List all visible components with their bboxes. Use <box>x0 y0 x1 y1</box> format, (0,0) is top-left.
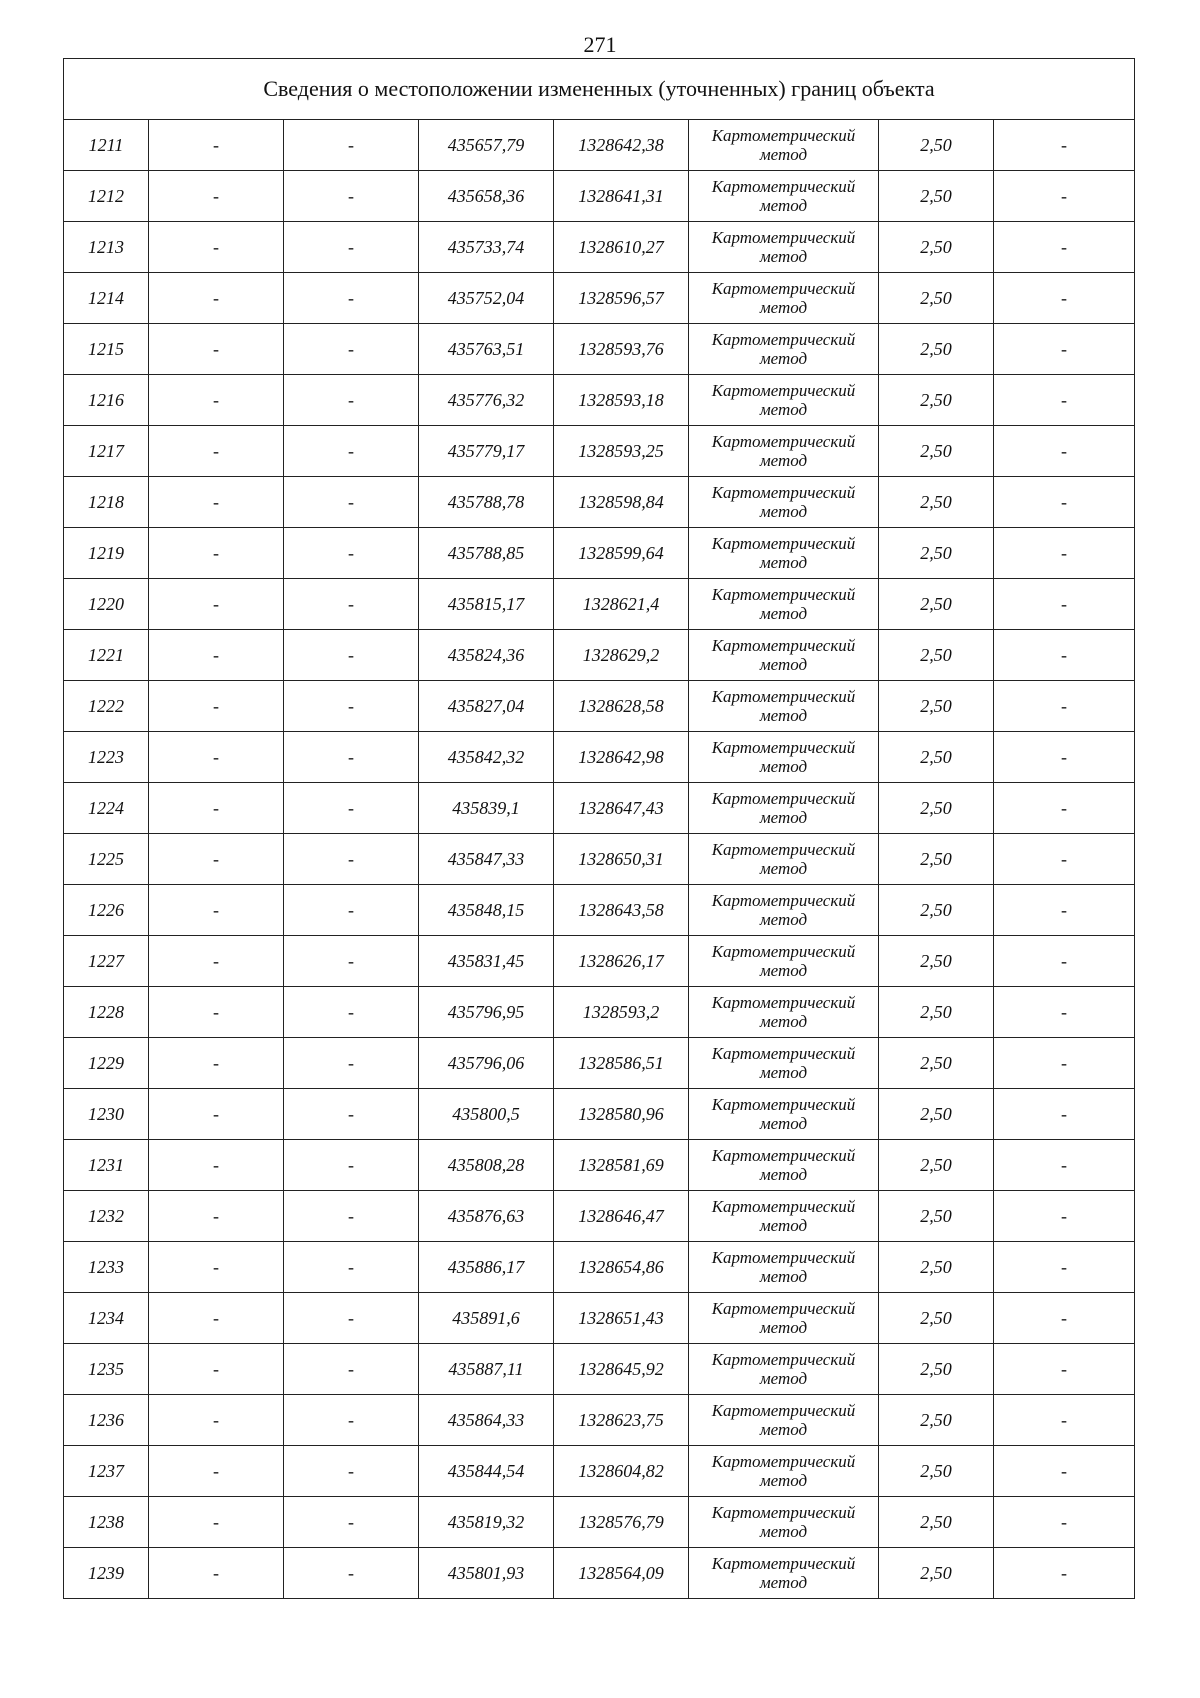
empty-cell: - <box>149 1140 284 1191</box>
point-number-cell: 1216 <box>64 375 149 426</box>
table-row <box>64 681 1135 732</box>
accuracy-cell: 2,50 <box>879 630 994 681</box>
method-cell: Картометрический метод <box>689 1344 879 1395</box>
empty-cell: - <box>994 783 1135 834</box>
table-row <box>64 885 1135 936</box>
x-coordinate-cell: 435796,95 <box>419 987 554 1038</box>
table-row <box>64 375 1135 426</box>
empty-cell: - <box>994 1446 1135 1497</box>
table-row <box>64 732 1135 783</box>
table-row <box>64 1497 1135 1548</box>
accuracy-cell: 2,50 <box>879 324 994 375</box>
y-coordinate-cell: 1328641,31 <box>554 171 689 222</box>
empty-cell: - <box>994 1548 1135 1599</box>
empty-cell: - <box>994 1395 1135 1446</box>
empty-cell: - <box>284 222 419 273</box>
empty-cell: - <box>149 477 284 528</box>
x-coordinate-cell: 435752,04 <box>419 273 554 324</box>
accuracy-cell: 2,50 <box>879 1089 994 1140</box>
table-row <box>64 936 1135 987</box>
x-coordinate-cell: 435658,36 <box>419 171 554 222</box>
accuracy-cell: 2,50 <box>879 273 994 324</box>
empty-cell: - <box>994 1191 1135 1242</box>
empty-cell: - <box>284 630 419 681</box>
x-coordinate-cell: 435788,78 <box>419 477 554 528</box>
empty-cell: - <box>284 273 419 324</box>
point-number-cell: 1217 <box>64 426 149 477</box>
point-number-cell: 1232 <box>64 1191 149 1242</box>
accuracy-cell: 2,50 <box>879 783 994 834</box>
method-cell: Картометрический метод <box>689 1446 879 1497</box>
y-coordinate-cell: 1328564,09 <box>554 1548 689 1599</box>
x-coordinate-cell: 435864,33 <box>419 1395 554 1446</box>
empty-cell: - <box>284 1446 419 1497</box>
x-coordinate-cell: 435824,36 <box>419 630 554 681</box>
method-cell: Картометрический метод <box>689 1089 879 1140</box>
point-number-cell: 1220 <box>64 579 149 630</box>
empty-cell: - <box>994 120 1135 171</box>
method-cell: Картометрический метод <box>689 1038 879 1089</box>
point-number-cell: 1211 <box>64 120 149 171</box>
y-coordinate-cell: 1328651,43 <box>554 1293 689 1344</box>
y-coordinate-cell: 1328626,17 <box>554 936 689 987</box>
empty-cell: - <box>149 630 284 681</box>
point-number-cell: 1235 <box>64 1344 149 1395</box>
accuracy-cell: 2,50 <box>879 171 994 222</box>
method-cell: Картометрический метод <box>689 273 879 324</box>
table-row <box>64 987 1135 1038</box>
empty-cell: - <box>994 273 1135 324</box>
empty-cell: - <box>149 987 284 1038</box>
method-cell: Картометрический метод <box>689 885 879 936</box>
table-row <box>64 1242 1135 1293</box>
method-cell: Картометрический метод <box>689 1191 879 1242</box>
y-coordinate-cell: 1328645,92 <box>554 1344 689 1395</box>
accuracy-cell: 2,50 <box>879 1140 994 1191</box>
table-row <box>64 834 1135 885</box>
empty-cell: - <box>149 1395 284 1446</box>
empty-cell: - <box>149 1293 284 1344</box>
table-row <box>64 528 1135 579</box>
empty-cell: - <box>284 477 419 528</box>
empty-cell: - <box>284 579 419 630</box>
method-cell: Картометрический метод <box>689 783 879 834</box>
y-coordinate-cell: 1328596,57 <box>554 273 689 324</box>
empty-cell: - <box>149 1242 284 1293</box>
x-coordinate-cell: 435808,28 <box>419 1140 554 1191</box>
y-coordinate-cell: 1328642,98 <box>554 732 689 783</box>
empty-cell: - <box>149 732 284 783</box>
y-coordinate-cell: 1328610,27 <box>554 222 689 273</box>
point-number-cell: 1236 <box>64 1395 149 1446</box>
empty-cell: - <box>284 120 419 171</box>
empty-cell: - <box>284 1344 419 1395</box>
empty-cell: - <box>994 987 1135 1038</box>
accuracy-cell: 2,50 <box>879 1395 994 1446</box>
empty-cell: - <box>284 732 419 783</box>
y-coordinate-cell: 1328642,38 <box>554 120 689 171</box>
point-number-cell: 1218 <box>64 477 149 528</box>
point-number-cell: 1234 <box>64 1293 149 1344</box>
y-coordinate-cell: 1328621,4 <box>554 579 689 630</box>
accuracy-cell: 2,50 <box>879 1242 994 1293</box>
x-coordinate-cell: 435876,63 <box>419 1191 554 1242</box>
point-number-cell: 1212 <box>64 171 149 222</box>
point-number-cell: 1237 <box>64 1446 149 1497</box>
table-row <box>64 1446 1135 1497</box>
point-number-cell: 1214 <box>64 273 149 324</box>
y-coordinate-cell: 1328598,84 <box>554 477 689 528</box>
x-coordinate-cell: 435891,6 <box>419 1293 554 1344</box>
y-coordinate-cell: 1328654,86 <box>554 1242 689 1293</box>
empty-cell: - <box>284 1548 419 1599</box>
table-row <box>64 630 1135 681</box>
empty-cell: - <box>149 426 284 477</box>
empty-cell: - <box>149 1497 284 1548</box>
point-number-cell: 1230 <box>64 1089 149 1140</box>
empty-cell: - <box>994 1089 1135 1140</box>
table-row <box>64 222 1135 273</box>
empty-cell: - <box>149 273 284 324</box>
empty-cell: - <box>284 375 419 426</box>
method-cell: Картометрический метод <box>689 477 879 528</box>
x-coordinate-cell: 435827,04 <box>419 681 554 732</box>
empty-cell: - <box>149 1344 284 1395</box>
empty-cell: - <box>149 1446 284 1497</box>
empty-cell: - <box>284 1191 419 1242</box>
x-coordinate-cell: 435842,32 <box>419 732 554 783</box>
page-number: 271 <box>583 32 617 57</box>
empty-cell: - <box>284 1140 419 1191</box>
x-coordinate-cell: 435733,74 <box>419 222 554 273</box>
x-coordinate-cell: 435839,1 <box>419 783 554 834</box>
empty-cell: - <box>994 426 1135 477</box>
point-number-cell: 1227 <box>64 936 149 987</box>
empty-cell: - <box>994 936 1135 987</box>
method-cell: Картометрический метод <box>689 681 879 732</box>
point-number-cell: 1223 <box>64 732 149 783</box>
point-number-cell: 1238 <box>64 1497 149 1548</box>
empty-cell: - <box>994 1344 1135 1395</box>
empty-cell: - <box>994 1293 1135 1344</box>
table-title: Сведения о местоположении измененных (уточненных) границ объекта <box>64 59 1135 120</box>
y-coordinate-cell: 1328576,79 <box>554 1497 689 1548</box>
table-row <box>64 1140 1135 1191</box>
table-row <box>64 426 1135 477</box>
empty-cell: - <box>994 732 1135 783</box>
method-cell: Картометрический метод <box>689 375 879 426</box>
empty-cell: - <box>284 1242 419 1293</box>
y-coordinate-cell: 1328643,58 <box>554 885 689 936</box>
method-cell: Картометрический метод <box>689 987 879 1038</box>
x-coordinate-cell: 435801,93 <box>419 1548 554 1599</box>
x-coordinate-cell: 435657,79 <box>419 120 554 171</box>
method-cell: Картометрический метод <box>689 732 879 783</box>
empty-cell: - <box>994 1497 1135 1548</box>
method-cell: Картометрический метод <box>689 579 879 630</box>
accuracy-cell: 2,50 <box>879 1293 994 1344</box>
x-coordinate-cell: 435886,17 <box>419 1242 554 1293</box>
accuracy-cell: 2,50 <box>879 426 994 477</box>
y-coordinate-cell: 1328604,82 <box>554 1446 689 1497</box>
accuracy-cell: 2,50 <box>879 477 994 528</box>
table-row <box>64 477 1135 528</box>
empty-cell: - <box>994 1140 1135 1191</box>
empty-cell: - <box>149 324 284 375</box>
empty-cell: - <box>994 171 1135 222</box>
empty-cell: - <box>149 681 284 732</box>
empty-cell: - <box>284 426 419 477</box>
method-cell: Картометрический метод <box>689 426 879 477</box>
table-row <box>64 120 1135 171</box>
table-row <box>64 324 1135 375</box>
table-row <box>64 1344 1135 1395</box>
x-coordinate-cell: 435848,15 <box>419 885 554 936</box>
accuracy-cell: 2,50 <box>879 987 994 1038</box>
point-number-cell: 1229 <box>64 1038 149 1089</box>
accuracy-cell: 2,50 <box>879 1548 994 1599</box>
method-cell: Картометрический метод <box>689 171 879 222</box>
empty-cell: - <box>149 579 284 630</box>
point-number-cell: 1221 <box>64 630 149 681</box>
method-cell: Картометрический метод <box>689 1395 879 1446</box>
x-coordinate-cell: 435776,32 <box>419 375 554 426</box>
empty-cell: - <box>284 528 419 579</box>
method-cell: Картометрический метод <box>689 1293 879 1344</box>
boundary-coordinates-table <box>63 58 1135 1599</box>
table-row <box>64 1548 1135 1599</box>
x-coordinate-cell: 435796,06 <box>419 1038 554 1089</box>
empty-cell: - <box>149 171 284 222</box>
y-coordinate-cell: 1328581,69 <box>554 1140 689 1191</box>
empty-cell: - <box>284 987 419 1038</box>
empty-cell: - <box>284 783 419 834</box>
empty-cell: - <box>994 1038 1135 1089</box>
table-row <box>64 1395 1135 1446</box>
method-cell: Картометрический метод <box>689 120 879 171</box>
method-cell: Картометрический метод <box>689 1140 879 1191</box>
accuracy-cell: 2,50 <box>879 834 994 885</box>
empty-cell: - <box>149 528 284 579</box>
table-row <box>64 1293 1135 1344</box>
point-number-cell: 1225 <box>64 834 149 885</box>
x-coordinate-cell: 435844,54 <box>419 1446 554 1497</box>
empty-cell: - <box>994 324 1135 375</box>
empty-cell: - <box>149 834 284 885</box>
point-number-cell: 1233 <box>64 1242 149 1293</box>
empty-cell: - <box>284 1497 419 1548</box>
method-cell: Картометрический метод <box>689 834 879 885</box>
accuracy-cell: 2,50 <box>879 375 994 426</box>
empty-cell: - <box>149 1089 284 1140</box>
accuracy-cell: 2,50 <box>879 120 994 171</box>
accuracy-cell: 2,50 <box>879 1038 994 1089</box>
accuracy-cell: 2,50 <box>879 885 994 936</box>
accuracy-cell: 2,50 <box>879 1497 994 1548</box>
empty-cell: - <box>284 1089 419 1140</box>
table-row <box>64 171 1135 222</box>
empty-cell: - <box>284 834 419 885</box>
table-title-row <box>64 59 1135 120</box>
accuracy-cell: 2,50 <box>879 1446 994 1497</box>
x-coordinate-cell: 435763,51 <box>419 324 554 375</box>
point-number-cell: 1226 <box>64 885 149 936</box>
y-coordinate-cell: 1328580,96 <box>554 1089 689 1140</box>
empty-cell: - <box>994 528 1135 579</box>
method-cell: Картометрический метод <box>689 630 879 681</box>
y-coordinate-cell: 1328586,51 <box>554 1038 689 1089</box>
point-number-cell: 1222 <box>64 681 149 732</box>
accuracy-cell: 2,50 <box>879 1344 994 1395</box>
point-number-cell: 1228 <box>64 987 149 1038</box>
accuracy-cell: 2,50 <box>879 1191 994 1242</box>
empty-cell: - <box>994 681 1135 732</box>
empty-cell: - <box>149 885 284 936</box>
empty-cell: - <box>284 936 419 987</box>
empty-cell: - <box>149 222 284 273</box>
x-coordinate-cell: 435819,32 <box>419 1497 554 1548</box>
empty-cell: - <box>284 324 419 375</box>
y-coordinate-cell: 1328628,58 <box>554 681 689 732</box>
accuracy-cell: 2,50 <box>879 732 994 783</box>
table-row <box>64 783 1135 834</box>
y-coordinate-cell: 1328623,75 <box>554 1395 689 1446</box>
point-number-cell: 1213 <box>64 222 149 273</box>
table-row <box>64 579 1135 630</box>
empty-cell: - <box>284 681 419 732</box>
empty-cell: - <box>994 375 1135 426</box>
empty-cell: - <box>994 1242 1135 1293</box>
empty-cell: - <box>149 120 284 171</box>
table-row <box>64 273 1135 324</box>
x-coordinate-cell: 435815,17 <box>419 579 554 630</box>
empty-cell: - <box>149 375 284 426</box>
empty-cell: - <box>149 1038 284 1089</box>
empty-cell: - <box>994 477 1135 528</box>
point-number-cell: 1231 <box>64 1140 149 1191</box>
empty-cell: - <box>284 885 419 936</box>
y-coordinate-cell: 1328647,43 <box>554 783 689 834</box>
method-cell: Картометрический метод <box>689 1242 879 1293</box>
empty-cell: - <box>994 885 1135 936</box>
point-number-cell: 1215 <box>64 324 149 375</box>
empty-cell: - <box>149 1548 284 1599</box>
y-coordinate-cell: 1328629,2 <box>554 630 689 681</box>
table-row <box>64 1038 1135 1089</box>
table-row <box>64 1089 1135 1140</box>
accuracy-cell: 2,50 <box>879 528 994 579</box>
point-number-cell: 1219 <box>64 528 149 579</box>
y-coordinate-cell: 1328593,18 <box>554 375 689 426</box>
empty-cell: - <box>149 936 284 987</box>
empty-cell: - <box>994 222 1135 273</box>
method-cell: Картометрический метод <box>689 1548 879 1599</box>
method-cell: Картометрический метод <box>689 324 879 375</box>
accuracy-cell: 2,50 <box>879 936 994 987</box>
accuracy-cell: 2,50 <box>879 681 994 732</box>
empty-cell: - <box>149 1191 284 1242</box>
empty-cell: - <box>284 171 419 222</box>
y-coordinate-cell: 1328593,2 <box>554 987 689 1038</box>
y-coordinate-cell: 1328646,47 <box>554 1191 689 1242</box>
x-coordinate-cell: 435800,5 <box>419 1089 554 1140</box>
empty-cell: - <box>284 1395 419 1446</box>
accuracy-cell: 2,50 <box>879 579 994 630</box>
empty-cell: - <box>994 579 1135 630</box>
y-coordinate-cell: 1328593,76 <box>554 324 689 375</box>
table-row <box>64 1191 1135 1242</box>
method-cell: Картометрический метод <box>689 222 879 273</box>
empty-cell: - <box>994 834 1135 885</box>
method-cell: Картометрический метод <box>689 936 879 987</box>
point-number-cell: 1224 <box>64 783 149 834</box>
x-coordinate-cell: 435847,33 <box>419 834 554 885</box>
x-coordinate-cell: 435788,85 <box>419 528 554 579</box>
x-coordinate-cell: 435779,17 <box>419 426 554 477</box>
y-coordinate-cell: 1328599,64 <box>554 528 689 579</box>
accuracy-cell: 2,50 <box>879 222 994 273</box>
x-coordinate-cell: 435887,11 <box>419 1344 554 1395</box>
empty-cell: - <box>284 1038 419 1089</box>
method-cell: Картометрический метод <box>689 1497 879 1548</box>
empty-cell: - <box>994 630 1135 681</box>
method-cell: Картометрический метод <box>689 528 879 579</box>
point-number-cell: 1239 <box>64 1548 149 1599</box>
x-coordinate-cell: 435831,45 <box>419 936 554 987</box>
y-coordinate-cell: 1328593,25 <box>554 426 689 477</box>
empty-cell: - <box>149 783 284 834</box>
empty-cell: - <box>284 1293 419 1344</box>
y-coordinate-cell: 1328650,31 <box>554 834 689 885</box>
